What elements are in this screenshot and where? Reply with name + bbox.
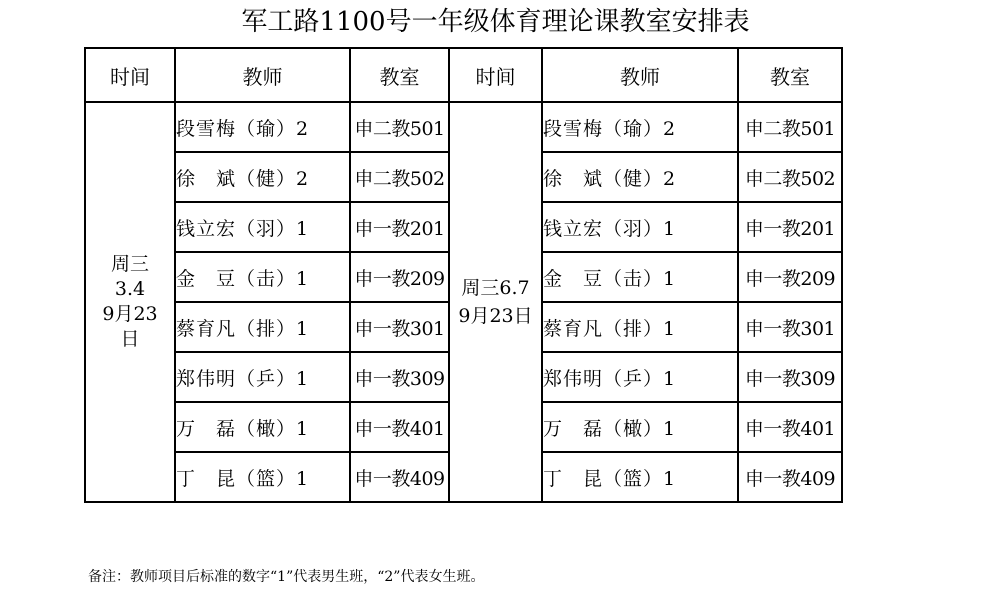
- room-cell-right: 申一教409: [738, 452, 842, 502]
- time-line: 9月23日: [458, 305, 533, 327]
- time-line: 周三: [110, 253, 149, 275]
- teacher-cell-right: 钱立宏（羽）1: [542, 202, 738, 252]
- room-cell-left: 申一教401: [350, 402, 449, 452]
- room-cell-right: 申二教502: [738, 152, 842, 202]
- header-row: [85, 48, 842, 102]
- teacher-cell-left: 段雪梅（瑜）2: [175, 102, 350, 152]
- teacher-cell-left: 钱立宏（羽）1: [175, 202, 350, 252]
- teacher-cell-left: 徐 斌（健）2: [175, 152, 350, 202]
- schedule-table: [84, 47, 843, 503]
- room-cell-left: 申一教409: [350, 452, 449, 502]
- room-cell-left: 申一教201: [350, 202, 449, 252]
- time-cell-left: [85, 102, 175, 502]
- room-cell-left: 申一教209: [350, 252, 449, 302]
- time-cell-right: [449, 102, 542, 502]
- teacher-cell-left: 万 磊（橄）1: [175, 402, 350, 452]
- header-room-left: 教室: [350, 48, 449, 102]
- header-time-left: 时间: [85, 48, 175, 102]
- room-cell-right: 申一教309: [738, 352, 842, 402]
- header-teacher-right: 教师: [542, 48, 738, 102]
- teacher-cell-right: 郑伟明（乒）1: [542, 352, 738, 402]
- teacher-cell-right: 金 豆（击）1: [542, 252, 738, 302]
- room-cell-right: 申一教209: [738, 252, 842, 302]
- page-title: 军工路1100号一年级体育理论课教室安排表: [241, 7, 750, 37]
- header-room-right: 教室: [738, 48, 842, 102]
- teacher-cell-right: 徐 斌（健）2: [542, 152, 738, 202]
- header-time-right: 时间: [449, 48, 542, 102]
- teacher-cell-left: 蔡育凡（排）1: [175, 302, 350, 352]
- room-cell-right: 申一教301: [738, 302, 842, 352]
- time-line: 9月23: [102, 303, 158, 325]
- teacher-cell-left: 郑伟明（乒）1: [175, 352, 350, 402]
- room-cell-left: 申二教502: [350, 152, 449, 202]
- teacher-cell-left: 丁 昆（篮）1: [175, 452, 350, 502]
- room-cell-right: 申二教501: [738, 102, 842, 152]
- room-cell-left: 申一教301: [350, 302, 449, 352]
- room-cell-right: 申一教401: [738, 402, 842, 452]
- time-line: 日: [120, 328, 140, 350]
- room-cell-right: 申一教201: [738, 202, 842, 252]
- time-line: 3.4: [114, 278, 146, 300]
- teacher-cell-right: 万 磊（橄）1: [542, 402, 738, 452]
- room-cell-left: 申一教309: [350, 352, 449, 402]
- footnote: 备注：教师项目后标准的数字“1”代表男生班，“2”代表女生班。: [88, 569, 485, 585]
- teacher-cell-right: 段雪梅（瑜）2: [542, 102, 738, 152]
- time-line: 周三6.7: [461, 277, 530, 299]
- table-row: [85, 102, 842, 152]
- teacher-cell-right: 蔡育凡（排）1: [542, 302, 738, 352]
- teacher-cell-right: 丁 昆（篮）1: [542, 452, 738, 502]
- teacher-cell-left: 金 豆（击）1: [175, 252, 350, 302]
- room-cell-left: 申二教501: [350, 102, 449, 152]
- header-teacher-left: 教师: [175, 48, 350, 102]
